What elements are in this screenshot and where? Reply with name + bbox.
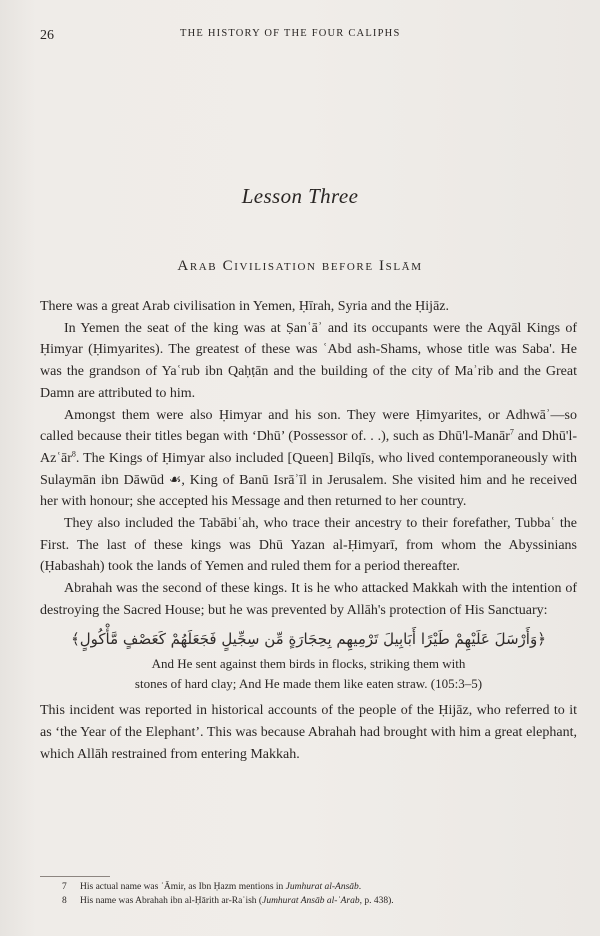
lesson-title: Lesson Three bbox=[241, 184, 359, 208]
paragraph: Abrahah was the second of these kings. It is he who attacked Makkah with the intention of destroying the Sacred House; but he was prevented by Allāh's protection of His Sanctuary: bbox=[40, 581, 577, 618]
footnote-source: Jumhurat Ansāb al-ʿArab bbox=[262, 896, 360, 906]
body-text bbox=[40, 296, 577, 765]
footnote-marker: 8 bbox=[71, 449, 76, 459]
footnote-number: 7 bbox=[62, 882, 67, 892]
running-title: THE HISTORY OF THE FOUR CALIPHS bbox=[180, 28, 401, 39]
footnote bbox=[62, 894, 582, 908]
running-header bbox=[0, 26, 600, 46]
closing-paragraph: This incident was reported in historical accounts of the people of the Ḥijāz, who referred to it as ‘the Year of the Elephant’. This was because Abrahah had brought with him a great elephant, which Allāh restrained from entering Makkah. bbox=[40, 703, 577, 762]
footnote-text: . bbox=[358, 882, 362, 892]
paragraph: They also included the Tabābiʿah, who trace their ancestry to their forefather, Tubbaʿ the First. The last of these kings was Dhū Yazan al-Ḥimyarī, from whom the Abyssinians (Ḥabashah) took the lands of Yemen and ruled them for a period thereafter. bbox=[40, 516, 577, 575]
translation-line: stones of hard clay; And He made them like eaten straw. (105:3–5) bbox=[134, 676, 483, 692]
paragraph: There was a great Arab civilisation in Yemen, Ḥīrah, Syria and the Ḥijāz. bbox=[40, 299, 449, 314]
paragraph: In Yemen the seat of the king was at Ṣanʿāʾ and its occupants were the Aqyāl Kings of Ḥimyar (Ḥimyarites). The greatest of these was ʿAbd ash-Shams, whose title was Saba'. He was the grandson of Yaʿrub ibn Qaḥṭān and the building of the city of Maʾrib and the Great Damn are attributed to him. bbox=[40, 320, 577, 401]
paragraph-text: . The Kings of Ḥimyar also included [Queen] Bilqīs, who lived contemporaneously with Sulaymān ibn Dāwūd ☙, King of Banū Isrāʾīl in Jerusalem. She visited him and he received her with honour; she accepted his Message and then returned to her country. bbox=[40, 450, 577, 510]
paragraph-text: Amongst them were also Ḥimyar and his son. They were Ḥimyarites, or Adhwāʾ—so called because their titles began with ‘Dhū’ (Possessor of. . .), such as Dhū'l-Manār bbox=[40, 407, 577, 445]
footnote-source: Jumhurat al-Ansāb bbox=[285, 882, 359, 892]
section-heading: Arab Civilisation before Islām bbox=[177, 258, 423, 274]
footnote-text: His actual name was ʿĀmir, as Ibn Ḥazm mentions in bbox=[80, 882, 286, 892]
paragraph bbox=[40, 405, 577, 514]
footnote bbox=[62, 880, 582, 894]
footnote-marker: 7 bbox=[509, 427, 514, 437]
footnotes bbox=[62, 880, 582, 908]
quran-verse-translation bbox=[40, 654, 577, 694]
footnote-text: His name was Abrahah ibn al-Ḥārith ar-Raʾish ( bbox=[80, 896, 263, 906]
quran-verse-arabic: ﴿وَأَرْسَلَ عَلَيْهِمْ طَيْرًا أَبَابِيلَ تَرْمِيهِم بِحِجَارَةٍ مِّن سِجِّيلٍ فَجَعَلَهُمْ كَعَصْفٍ مَّأْكُولٍ﴾ bbox=[70, 629, 547, 648]
translation-line: And He sent against them birds in flocks, striking them with bbox=[151, 656, 466, 672]
paragraph-text: and Dhū'l-Azʿār bbox=[40, 429, 577, 466]
page-number: 26 bbox=[40, 28, 54, 43]
footnote-divider bbox=[40, 876, 110, 877]
footnote-text: , p. 438). bbox=[359, 896, 394, 906]
footnote-number: 8 bbox=[62, 896, 67, 906]
